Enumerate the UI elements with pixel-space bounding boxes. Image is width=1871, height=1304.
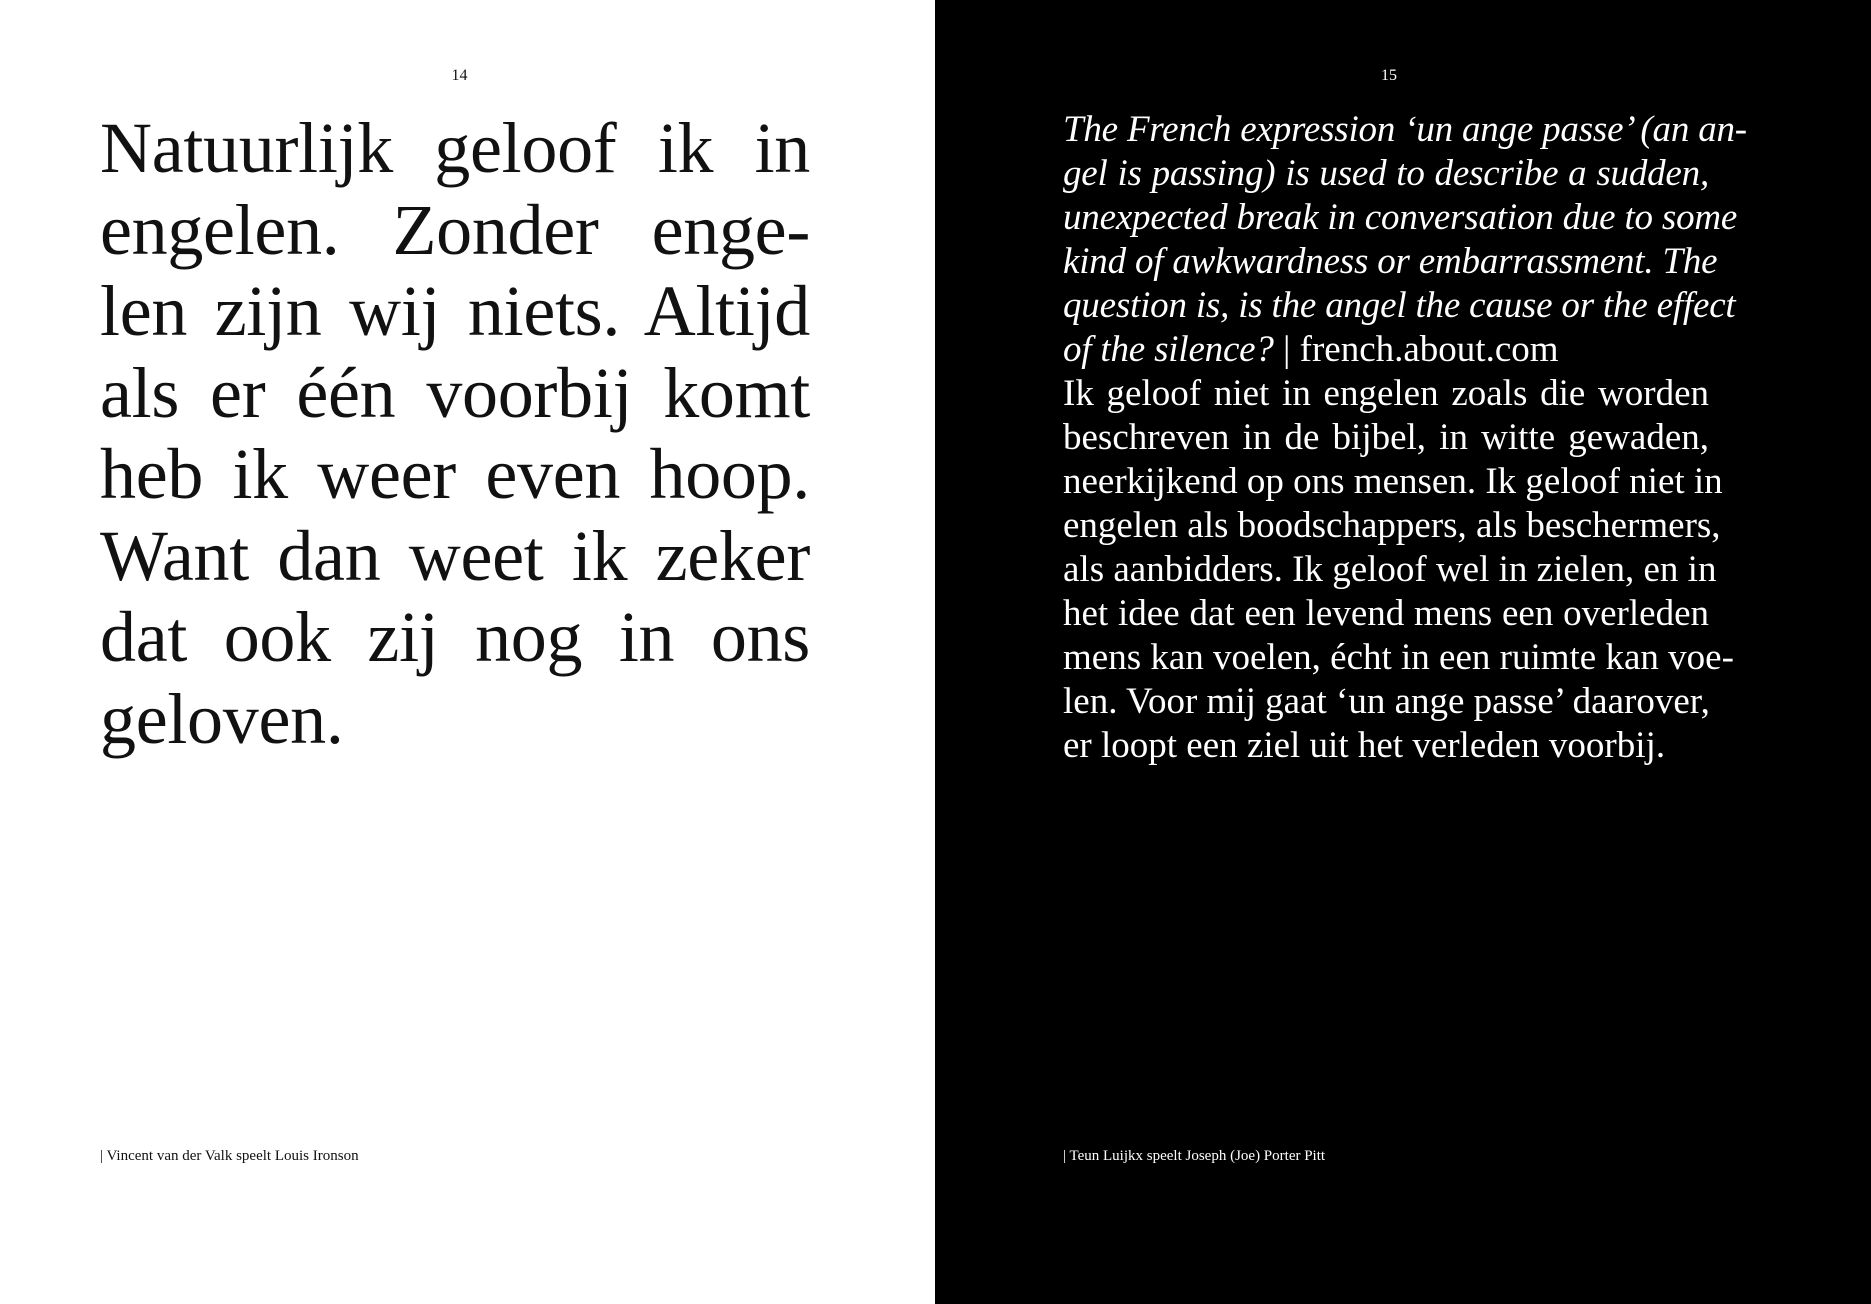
left-body-line: Natuurlijk geloof ik in [100,108,810,188]
left-body-line: engelen. Zonder enge- [100,189,810,270]
left-body-line: len zijn wij niets. Altijd [100,271,810,351]
right-page-text [1063,108,1747,768]
quote-source: | french.about.com [1273,329,1559,370]
credit-right: | Teun Luijkx speelt Joseph (Joe) Porter Pitt [1063,1148,1326,1164]
right-body-line: er loopt een ziel uit het verleden voorbij. [1063,725,1666,766]
right-body-line: het idee dat een levend mens een overleden [1063,593,1709,634]
right-body-line: Ik geloof niet in engelen zoals die worden [1063,373,1709,414]
left-body-line: Want dan weet ik zeker [100,515,810,596]
quote-line: question is, is the angel the cause or the effect [1063,285,1736,326]
quote-line: gel is passing) is used to describe a sudden, [1063,153,1709,194]
left-page-body [100,108,810,760]
left-body-line: geloven. [100,678,344,759]
quote-line: kind of awkwardness or embarrassment. The [1063,241,1718,282]
quote-last-line [1063,328,1709,372]
quote-line: The French expression ‘un ange passe’ (an an- [1063,109,1747,150]
right-body-line: len. Voor mij gaat ‘un ange passe’ daarover, [1063,681,1710,722]
right-page [935,0,1871,1304]
quote-line: of the silence? [1063,329,1274,370]
right-body-line: engelen als boodschappers, als beschermers, [1063,505,1721,546]
page-number-right: 15 [1381,67,1397,84]
page-number-left: 14 [451,67,468,84]
right-body-line: als aanbidders. Ik geloof wel in zielen, en in [1063,549,1717,590]
right-body-line: beschreven in de bijbel, in witte gewaden, [1063,417,1709,458]
credit-left: | Vincent van der Valk speelt Louis Ironson [100,1148,359,1164]
right-body-line: neerkijkend op ons mensen. Ik geloof niet in [1063,461,1723,502]
right-body-line: mens kan voelen, écht in een ruimte kan voe- [1063,637,1734,678]
left-body-line: als er één voorbij komt [100,352,810,433]
left-page [0,0,935,1304]
left-body-line: heb ik weer even hoop. [100,434,810,514]
quote-line: unexpected break in conversation due to some [1063,197,1738,238]
left-body-line: dat ook zij nog in ons [100,597,810,677]
